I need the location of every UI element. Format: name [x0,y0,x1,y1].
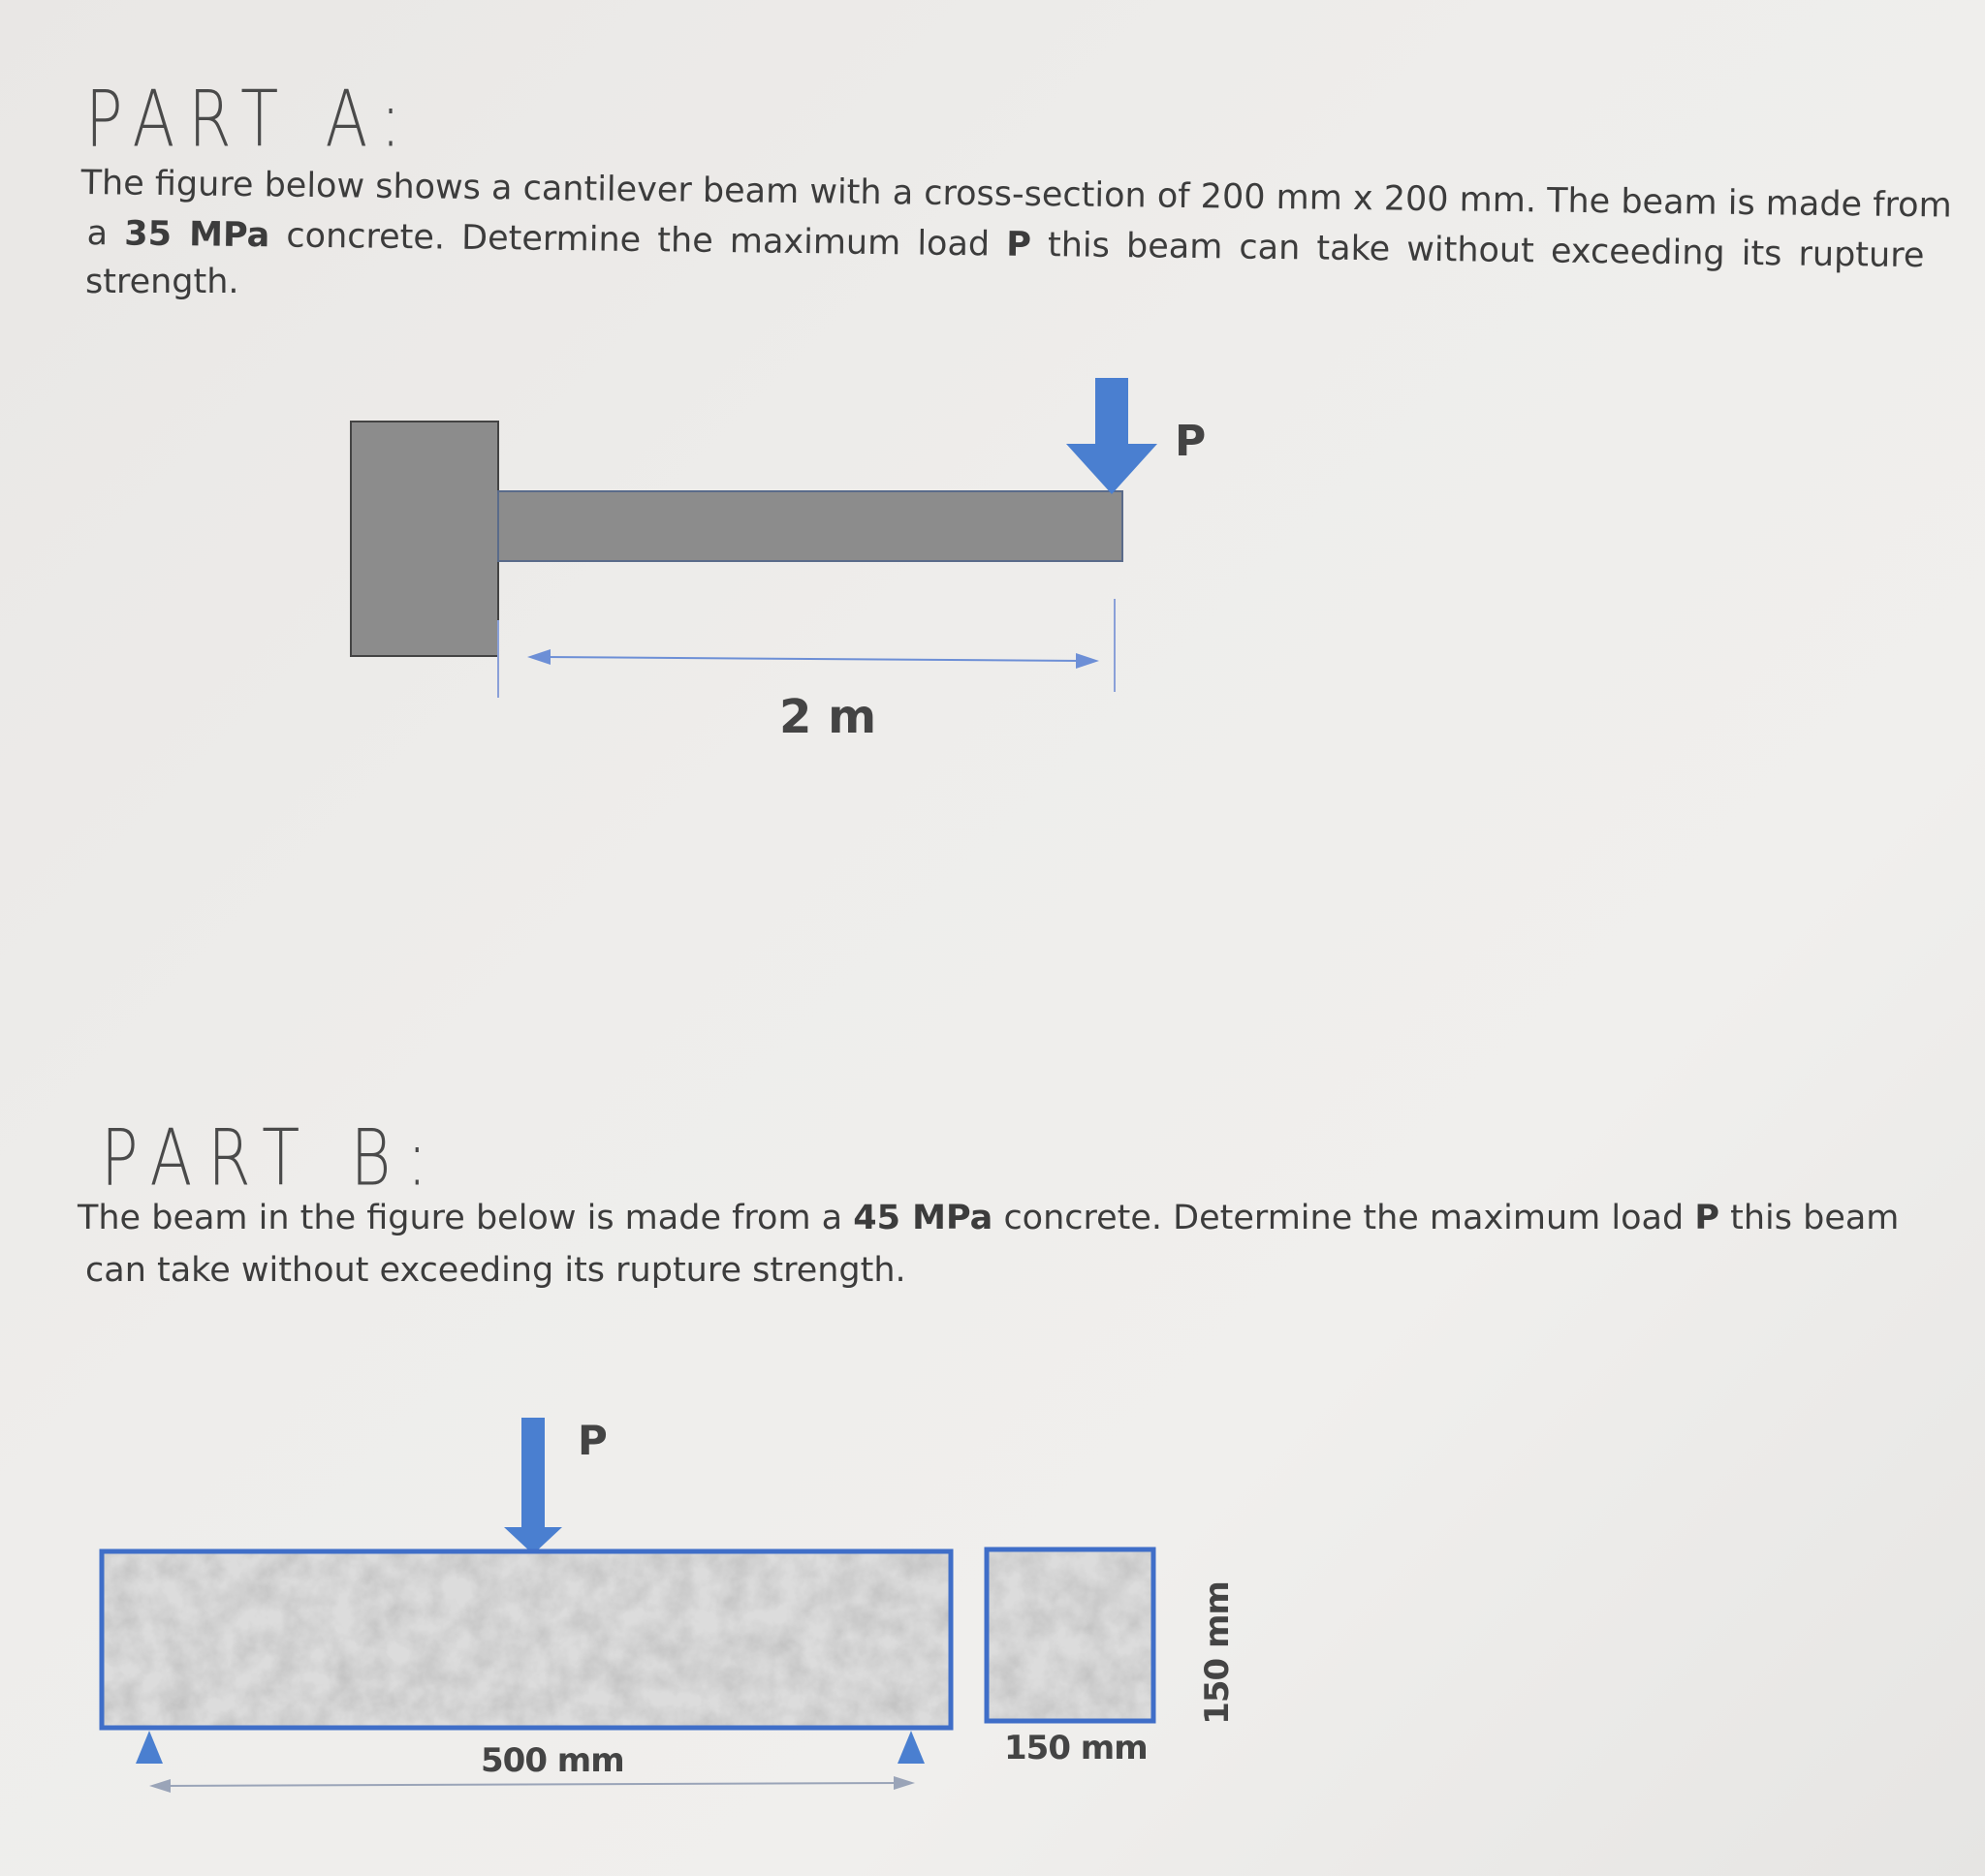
right-support-icon [898,1731,925,1764]
part-a-strength-value: 35 MPa [124,214,270,256]
part-b-load-label: P [578,1417,608,1464]
part-a-title: PART A: [85,76,415,166]
part-b-span-label: 500 mm [481,1741,624,1780]
load-arrow-icon [504,1418,562,1554]
part-b-text-segment: The beam in the figure below is made from a [78,1199,854,1237]
part-b-text-segment: this beam [1718,1199,1900,1237]
cross-section-texture [987,1549,1153,1721]
part-b-text-segment: concrete. Determine the maximum load [992,1199,1695,1237]
part-a-text-segment: this beam can take without exceeding its rupture [1030,225,1925,276]
left-support-icon [136,1731,163,1764]
cross-section-width-label: 150 mm [1004,1729,1148,1767]
part-a-load-label: P [1175,417,1207,466]
part-a-text-segment: concrete. Determine the maximum load [269,216,1007,265]
cross-section-height-label: 150 mm [1198,1581,1237,1725]
concrete-beam-texture [102,1551,951,1728]
part-b-strength-value: 45 MPa [853,1199,993,1237]
part-b-title: PART B: [101,1114,443,1204]
part-a-text-line-3: strength. [85,263,239,301]
part-a-load-symbol: P [1006,225,1032,265]
part-a-text-segment: a [86,213,125,254]
part-a-text-line-1: The figure below shows a cantilever beam with a cross-section of 200 mm x 200 mm. The beam is made from [80,163,1952,226]
part-a-span-label: 2 m [779,690,877,744]
part-b-text-line-2: can take without exceeding its rupture strength. [85,1251,906,1290]
part-b-load-symbol: P [1694,1199,1719,1237]
